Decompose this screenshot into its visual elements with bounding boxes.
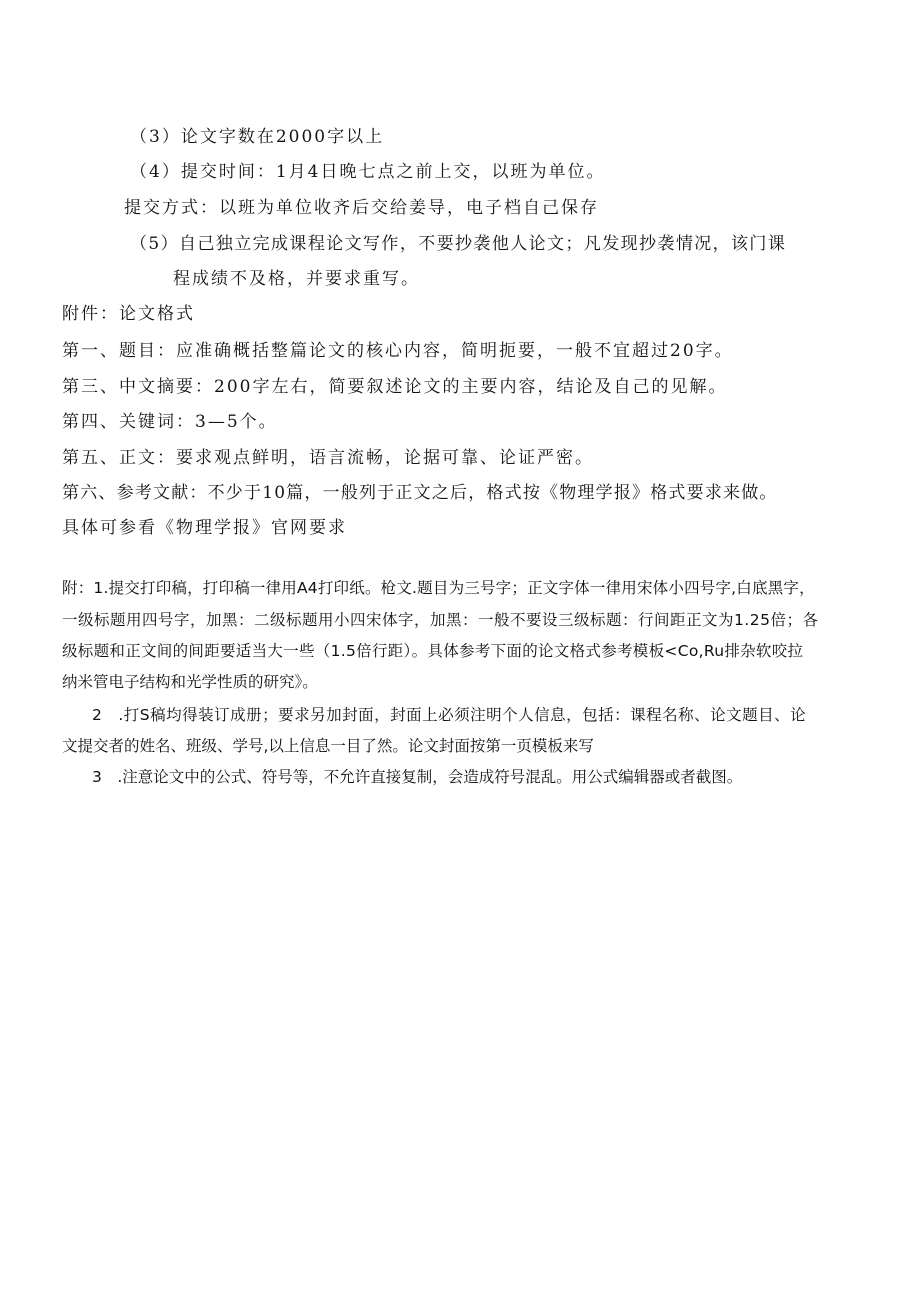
format-rule-abstract: 第三、中文摘要：200字左右，简要叙述论文的主要内容，结论及自己的见解。: [62, 377, 728, 397]
appendix-note-1-line-4: 纳米管电子结构和光学性质的研究》。: [62, 673, 318, 691]
appendix-note-1-line-2: 一级标题用四号字，加黑：二级标题用小四宋体字，加黑：一般不要设三级标题：行间距正文为1.25倍；各: [62, 611, 819, 629]
format-rule-references: 第六、参考文献：不少于10篇，一般列于正文之后，格式按《物理学报》格式要求来做。: [62, 483, 778, 503]
submission-method: 提交方式：以班为单位收齐后交给姜导，电子档自己保存: [124, 198, 599, 218]
appendix-note-3-line-1: 3 .注意论文中的公式、符号等，不允许直接复制，会造成符号混乱。用公式编辑器或者截图。: [92, 768, 743, 786]
attachment-heading: 附件：论文格式: [62, 304, 195, 324]
appendix-note-1-line-3: 级标题和正文间的间距要适当大一些（1.5倍行距）。具体参考下面的论文格式参考模板<Co,Ru排杂软咬拉: [62, 642, 804, 660]
appendix-note-2-line-1: 2 .打S稿均得装订成册；要求另加封面，封面上必须注明个人信息，包括：课程名称、论文题目、论: [92, 706, 807, 724]
requirement-item-3: （3）论文字数在2000字以上: [130, 127, 385, 147]
appendix-note-1-line-1: 附：1.提交打印稿，打印稿一律用A4打印纸。枪文.题目为三号字；正文字体一律用宋体小四号字,白底黑字，: [62, 579, 815, 597]
format-rule-keywords: 第四、关键词：3—5个。: [62, 412, 278, 432]
requirement-item-5-line-1: （5）自己独立完成课程论文写作，不要抄袭他人论文；凡发现抄袭情况，该门课: [130, 234, 787, 254]
format-rule-body: 第五、正文：要求观点鲜明，语言流畅，论据可靠、论证严密。: [62, 448, 594, 468]
format-rule-title: 第一、题目：应准确概括整篇论文的核心内容，简明扼要，一般不宜超过20字。: [62, 341, 734, 361]
format-references-note: 具体可参看《物理学报》官网要求: [62, 518, 347, 538]
appendix-note-2-line-2: 文提交者的姓名、班级、学号,以上信息一目了然。论文封面按第一页模板来写: [62, 737, 594, 755]
requirement-item-4: （4）提交时间：1月4日晚七点之前上交，以班为单位。: [130, 162, 606, 182]
requirement-item-5-line-2: 程成绩不及格，并要求重写。: [173, 269, 420, 289]
